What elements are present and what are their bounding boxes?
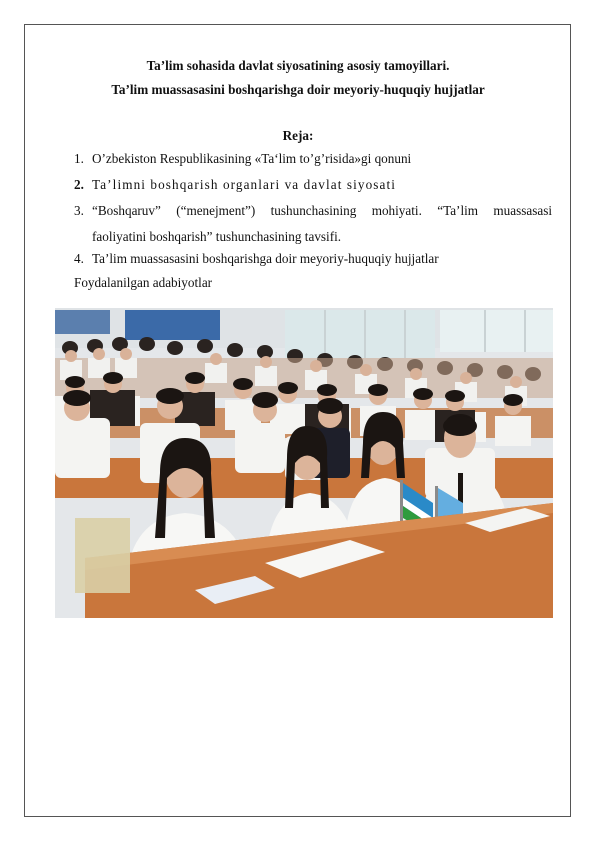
plan-item-number: 3. [74,203,84,218]
plan-item-text: O’zbekiston Respublikasining «Ta‘lim to’g’risida»gi qonuni [92,151,412,166]
plan-item-text: “Boshqaruv” (“menejment”) tushunchasining mohiyati. “Ta’lim muassasasi [92,203,552,218]
plan-item-2 [74,174,396,196]
classroom-photo [55,308,553,618]
plan-item-number: 2. [74,177,84,192]
plan-item-number: 1. [74,151,84,166]
plan-item-number: 4. [74,251,84,266]
references-heading: Foydalanilgan adabiyotlar [74,275,213,290]
plan-item-text-continued: faoliyatini boshqarish” tushunchasining tavsifi. [92,229,342,244]
plan-item-4 [74,248,439,270]
plan-item-text: Ta’lim muassasasini boshqarishga doir meyoriy-huquqiy hujjatlar [92,251,439,266]
plan-item-1 [74,148,411,170]
document-title-line1: Ta’lim sohasida davlat siyosatining asosiy tamoyillari. [146,58,450,73]
plan-heading: Reja: [282,128,314,143]
document-title-line2: Ta’lim muassasasini boshqarishga doir meyoriy-huquqiy hujjatlar [111,82,485,97]
plan-item-3 [74,200,552,248]
classroom-photo-illustration [55,308,553,618]
plan-item-text: Ta’limni boshqarish organlari va davlat siyosati [92,177,396,192]
